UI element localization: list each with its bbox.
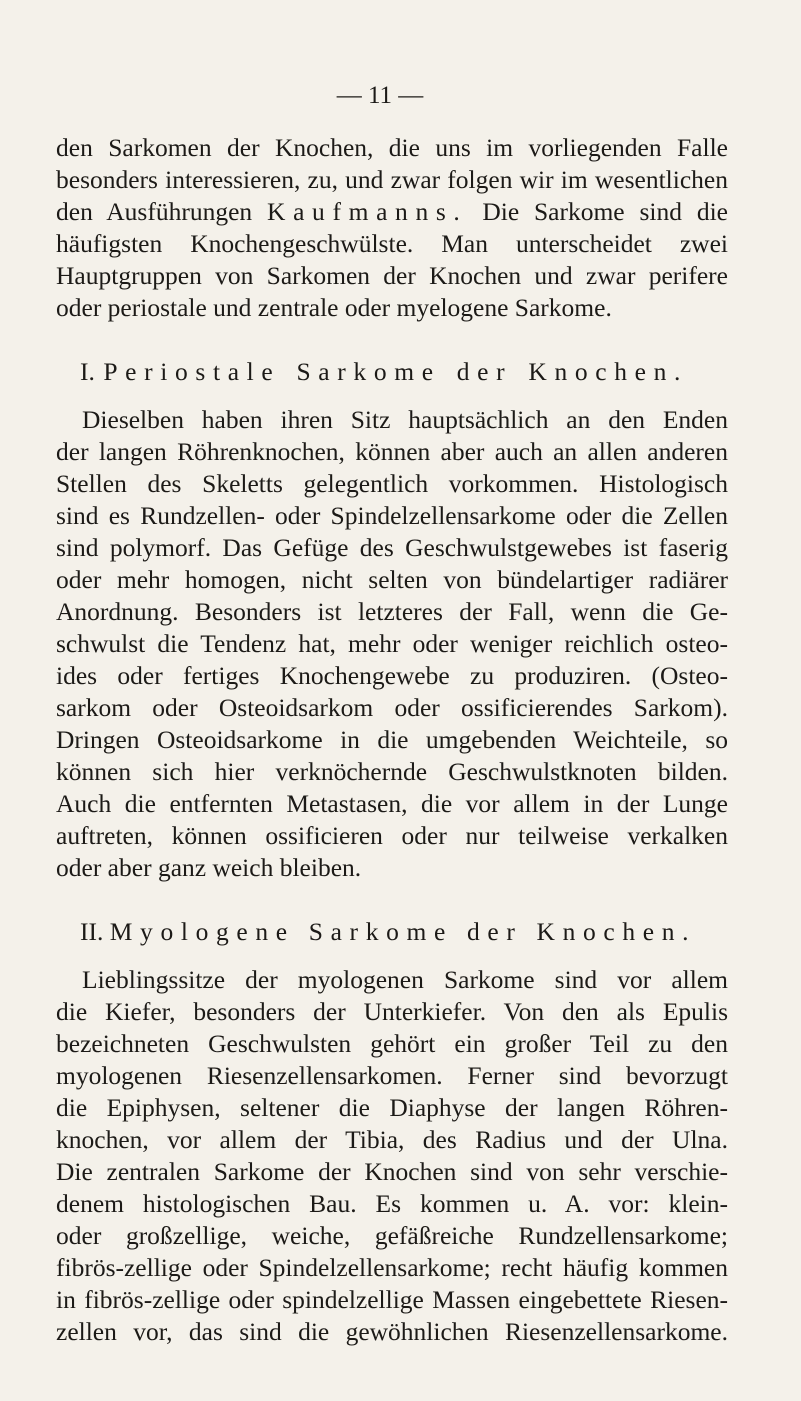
- text-line: [56, 196, 728, 228]
- text-line: sind es Rundzellen- oder Spindelzellensarkome oder die Zellen: [56, 501, 728, 530]
- section-heading-1: [80, 356, 688, 388]
- text-line: Dieselben haben ihren Sitz hauptsächlich an den Enden: [82, 405, 728, 434]
- text-line: Stellen des Skeletts gelegentlich vorkommen. Histologisch: [56, 469, 728, 498]
- text-line: die Kiefer, besonders der Unterkiefer. Von den als Epulis: [56, 997, 728, 1026]
- text-line: fibrös-zellige oder Spindelzellensarkome; recht häufig kommen: [56, 1253, 728, 1282]
- text-line: myologenen Riesenzellensarkomen. Ferner sind bevorzugt: [56, 1061, 728, 1090]
- page-number: — 11 —: [336, 82, 424, 109]
- text-line: Die zentralen Sarkome der Knochen sind von sehr verschie-: [56, 1157, 728, 1186]
- text-line: ides oder fertiges Knochengewebe zu produziren. (Osteo-: [56, 661, 728, 690]
- text-line: sind polymorf. Das Gefüge des Geschwulstgewebes ist faserig: [56, 533, 728, 562]
- text-line: zellen vor, das sind die gewöhnlichen Riesenzellensarkome.: [56, 1317, 728, 1346]
- text-line: besonders interessieren, zu, und zwar folgen wir im wesentlichen: [56, 165, 728, 194]
- section-number: II.: [80, 917, 104, 946]
- text-line: sarkom oder Osteoidsarkom oder ossificierendes Sarkom).: [56, 693, 728, 722]
- section-number: I.: [80, 357, 95, 386]
- text-line: Hauptgruppen von Sarkomen der Knochen und zwar perifere: [56, 261, 728, 290]
- text-line: auftreten, können ossificieren oder nur teilweise verkalken: [56, 821, 728, 850]
- section-title: Myologene Sarkome der Knochen.: [109, 917, 697, 946]
- text-line: Auch die entfernten Metastasen, die vor allem in der Lunge: [56, 789, 728, 818]
- text-line: Dringen Osteoidsarkome in die umgebenden Weichteile, so: [56, 725, 728, 754]
- text-line: oder mehr homogen, nicht selten von bündelartiger radiärer: [56, 565, 728, 594]
- section-title: Periostale Sarkome der Knochen.: [103, 357, 689, 386]
- text-segment: den Ausführungen: [56, 197, 253, 226]
- text-line: denem histologischen Bau. Es kommen u. A. vor: klein-: [56, 1189, 728, 1218]
- text-line: knochen, vor allem der Tibia, des Radius und der Ulna.: [56, 1125, 728, 1154]
- text-line: können sich hier verknöchernde Geschwulstknoten bilden.: [56, 757, 728, 786]
- text-line: Anordnung. Besonders ist letzteres der Fall, wenn die Ge-: [56, 597, 728, 626]
- text-line: oder aber ganz weich bleiben.: [56, 853, 362, 882]
- text-line: den Sarkomen der Knochen, die uns im vorliegenden Falle: [56, 133, 728, 162]
- text-line: der langen Röhrenknochen, können aber auch an allen anderen: [56, 437, 728, 466]
- text-line: häufigsten Knochengeschwülste. Man unterscheidet zwei: [56, 229, 728, 258]
- text-line: oder periostale und zentrale oder myelogene Sarkome.: [56, 293, 612, 322]
- section-heading-2: [80, 916, 697, 948]
- author-name: Kaufmanns.: [267, 197, 468, 226]
- text-line: Lieblingssitze der myologenen Sarkome sind vor allem: [82, 965, 728, 994]
- text-segment: Die Sarkome sind die: [482, 197, 728, 226]
- text-line: oder großzellige, weiche, gefäßreiche Rundzellensarkome;: [56, 1221, 728, 1250]
- text-line: in fibrös-zellige oder spindelzellige Massen eingebettete Riesen-: [56, 1285, 728, 1314]
- text-line: schwulst die Tendenz hat, mehr oder weniger reichlich osteo-: [56, 629, 728, 658]
- text-line: bezeichneten Geschwulsten gehört ein großer Teil zu den: [56, 1029, 728, 1058]
- text-line: die Epiphysen, seltener die Diaphyse der langen Röhren-: [56, 1093, 728, 1122]
